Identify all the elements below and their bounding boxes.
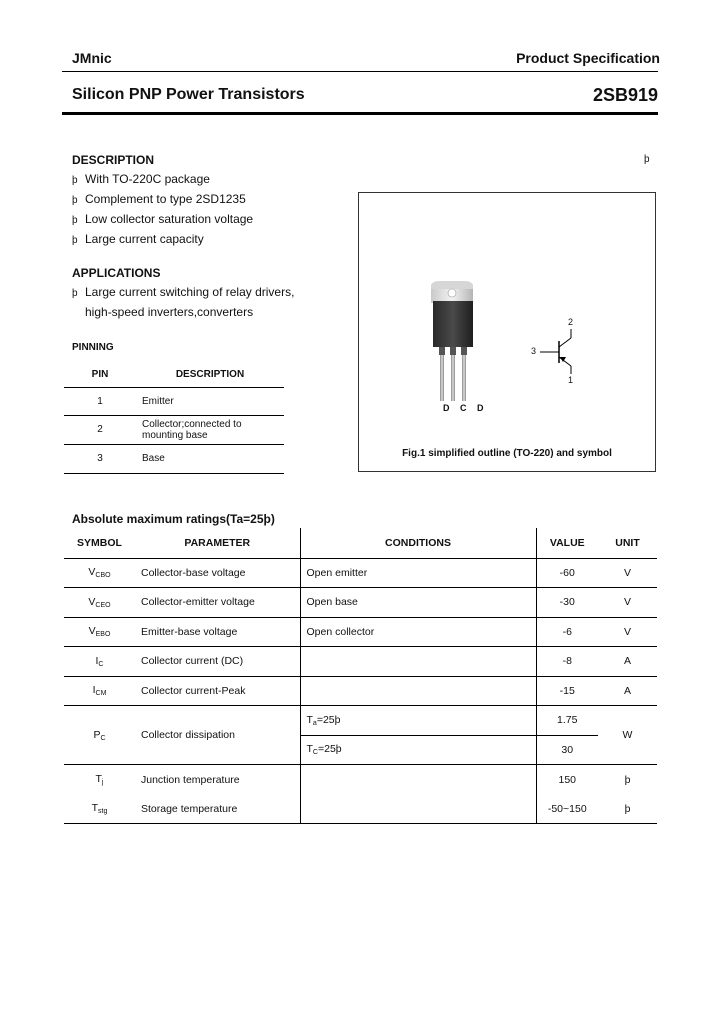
header-rule [62, 71, 658, 72]
brand-name: JMnic [72, 50, 112, 66]
table-row: $V_{CEO}$ Collector-emitter voltage Open base -30 V [64, 588, 657, 618]
description-item: þ With TO-220C package [72, 170, 253, 190]
col-unit: UNIT [598, 528, 657, 558]
symbol-cell: $I_{CM}$ [64, 676, 135, 706]
symbol-cell: $P_C$ [64, 706, 135, 765]
package-pin-labels: D C D [443, 403, 488, 413]
symbol-cell: $V_{CEO}$ [64, 588, 135, 618]
to220-package-illustration [359, 193, 655, 443]
col-conditions: CONDITIONS [300, 528, 536, 558]
applications-heading: APPLICATIONS [72, 266, 161, 280]
table-row: $V_{CBO}$ Collector-base voltage Open emitter -60 V [64, 558, 657, 588]
application-item: þ Large current switching of relay drivers, [72, 283, 294, 303]
symbol-cell: $T_j$ [64, 765, 135, 795]
bullet-icon: þ [72, 288, 78, 299]
table-row: $P_C$ Collector dissipation $T_a=25þ$ 1.75 W [64, 706, 657, 736]
col-symbol: SYMBOL [64, 528, 135, 558]
col-pin: PIN [64, 363, 136, 387]
table-row: $T_C=25þ$ 30 [64, 735, 657, 765]
pinning-table [64, 363, 284, 474]
symbol-cell: $I_C$ [64, 647, 135, 677]
bullet-icon: þ [72, 195, 78, 206]
table-row: $T_j$ Junction temperature 150 þ [64, 765, 657, 795]
symbol-cell: $V_{EBO}$ [64, 617, 135, 647]
symbol-cell: $T_{stg}$ [64, 794, 135, 824]
description-heading: DESCRIPTION [72, 153, 155, 167]
col-description: DESCRIPTION [136, 363, 284, 387]
description-item: þ Low collector saturation voltage [72, 210, 253, 230]
applications-list [72, 283, 294, 322]
ratings-table [64, 528, 657, 824]
part-number: 2SB919 [592, 85, 658, 105]
application-item-cont: high-speed inverters,converters [85, 305, 254, 319]
table-row: $I_C$ Collector current (DC) -8 A [64, 647, 657, 677]
symbol-pin-1: 1 [568, 375, 574, 385]
description-item: þ Complement to type 2SD1235 [72, 190, 253, 210]
pinning-heading: PINNING [72, 342, 114, 353]
document-type: Product Specification [516, 50, 660, 66]
symbol-pin-2: 2 [568, 317, 574, 327]
table-row: 1 Emitter [64, 387, 284, 415]
title-rule [62, 112, 658, 115]
col-value: VALUE [536, 528, 598, 558]
table-row: 3 Base [64, 444, 284, 473]
ratings-heading: Absolute maximum ratings(Ta=25þ) [72, 512, 275, 526]
bullet-icon: þ [72, 215, 78, 226]
table-row: $V_{EBO}$ Emitter-base voltage Open collector -6 V [64, 617, 657, 647]
page-title: Silicon PNP Power Transistors [72, 86, 305, 103]
symbol-pin-3: 3 [531, 346, 537, 356]
stray-glyph: þ [644, 154, 650, 165]
bullet-icon: þ [72, 235, 78, 246]
symbol-cell: $V_{CBO}$ [88, 566, 111, 580]
description-list [72, 170, 253, 250]
table-row: 2 Collector;connected to mounting base [64, 415, 284, 444]
table-header-row [64, 528, 657, 558]
figure-box [358, 192, 656, 472]
description-item: þ Large current capacity [72, 230, 253, 250]
figure-caption: Fig.1 simplified outline (TO-220) and symbol [402, 448, 612, 459]
table-header-row [64, 363, 284, 387]
col-parameter: PARAMETER [135, 528, 300, 558]
bullet-icon: þ [72, 175, 78, 186]
table-row: $T_{stg}$ Storage temperature -50~150 þ [64, 794, 657, 824]
table-row: $I_{CM}$ Collector current-Peak -15 A [64, 676, 657, 706]
